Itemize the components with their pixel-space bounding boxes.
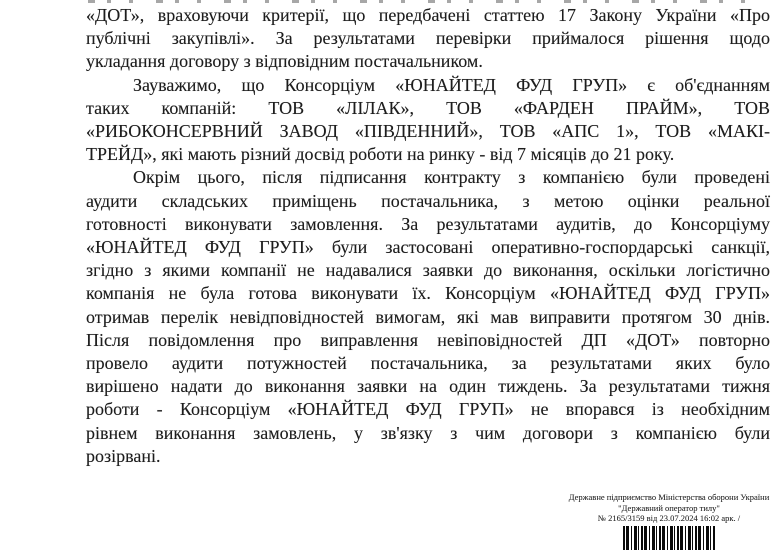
paragraph-1: [86, 4, 770, 74]
stamp-org-quoted: "Державний оператор тилу": [618, 502, 720, 513]
stamp-reg-number: № 2165/3159 від 23.07.2024 16:02 арк. /: [597, 513, 741, 524]
text-line: провело аудити потужностей постачальника, за результатами яких було: [86, 353, 770, 374]
text-line: отримав перелік невідповідностей вимогам, які мав виправити протягом 30 днів.: [86, 306, 770, 327]
text-line: укладання договору з відповідним постачальником.: [86, 51, 483, 72]
text-line: публічні закупівлі». За результатами перевірки приймалося рішення щодо: [86, 28, 770, 49]
text-line: Після повідомлення про виправлення невіповідностей ДП «ДОТ» повторно: [86, 329, 770, 350]
stamp-org-name: Державне підприємство Міністерства оборони України: [568, 492, 770, 502]
registration-stamp: [556, 492, 781, 550]
text-line: рівнем виконання замовлень, у зв'язку з чим договори з компанією були: [86, 422, 770, 443]
barcode: [623, 526, 715, 550]
text-line: роботи - Консорціум «ЮНАЙТЕД ФУД ГРУП» не впорався із необхідним: [86, 399, 770, 420]
paragraph-2: [86, 74, 770, 167]
text-line: «РИБОКОНСЕРВНИЙ ЗАВОД «ПІВДЕННИЙ», ТОВ «АПС 1», ТОВ «МАКІ-: [86, 121, 770, 142]
text-line: розірвані.: [86, 445, 161, 466]
text-line: згідно з якими компанії не надавалися заявки до виконання, оскільки логістично: [86, 260, 770, 281]
text-line: «ДОТ», враховуючи критерії, що передбачені статтею 17 Закону України «Про: [86, 5, 770, 25]
text-line: «ЮНАЙТЕД ФУД ГРУП» були застосовані оперативно-госпордарські санкції,: [86, 237, 770, 258]
text-line: Окрім цього, після підписання контракту з компанією були проведені: [133, 167, 770, 188]
text-line: аудити складських приміщень постачальника, з метою оцінки реальної: [86, 190, 770, 211]
text-line: таких компаній: ТОВ «ЛІЛАК», ТОВ «ФАРДЕН ПРАЙМ», ТОВ: [86, 97, 770, 118]
text-line: готовності виконувати замовлення. За результатами аудитів, до Консорціуму: [86, 213, 770, 234]
text-line: вирішено надати до виконання заявки на один тиждень. За результатами тижня: [86, 376, 770, 397]
text-line: Зауважимо, що Консорціум «ЮНАЙТЕД ФУД ГРУП» є об'єднанням: [133, 74, 770, 95]
text-line: ТРЕЙД», які мають різний досвід роботи на ринку - від 7 місяців до 21 року.: [86, 144, 675, 165]
text-line: компанія не була готова виконувати їх. Консорціум «ЮНАЙТЕД ФУД ГРУП»: [86, 283, 770, 304]
document-body-text: [86, 4, 770, 468]
cut-off-text-fragments: [88, 0, 760, 3]
paragraph-3: [86, 166, 770, 468]
